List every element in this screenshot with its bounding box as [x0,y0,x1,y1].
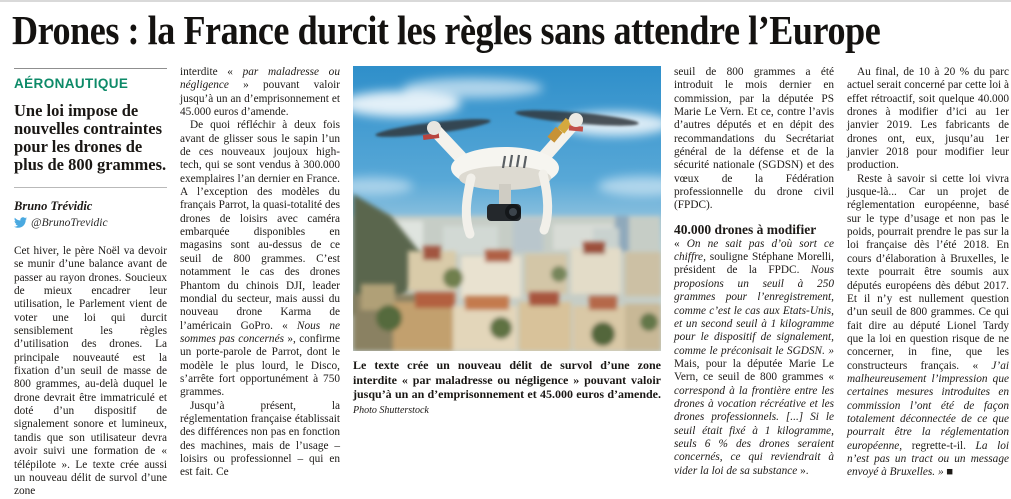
subhead: 40.000 drones à modifier [674,221,817,237]
paragraph: Reste à savoir si cette loi vivra jusque-là... Car un projet de réglementation européenne, basé sur le type d’usage et non pas le poids, pourrait prendre le pas sur la loi française dès l’été 2018. En cours d’élaboration à Bruxelles, le texte pourrait être soumis aux députés européens dès début 2017. Et il n’y est nullement question d’un seuil de 800 grammes. Ce qui fait dire au député Lionel Tardy que la loi en question risque de ne concerner, in fine, que les constructeurs français. « J’ai malheureusement l’impression que certaines mesures introduites en commission l’ont été de façon totalement déconnectée de ce que pourrait être la réglementation européenne, regrette-t-il. La loi n’est pas un tract ou un message envoyé à Bruxelles. » ■ [847,172,1009,479]
paragraph: interdite « par maladresse ou négligence » pouvant valoir jusqu’à un an d’emprisonnement et 45.000 euros d’amende. [180,66,340,119]
twitter-handle: @BrunoTrevidic [31,216,108,229]
column-4 [674,66,834,478]
column-intro [14,66,167,499]
headline: Drones : la France durcit les règles sans attendre l’Europe [12,7,881,53]
section-kicker: AÉRONAUTIQUE [14,76,129,91]
caption-text: Le texte crée un nouveau délit de survol d’une zone interdite « par maladresse ou négligence » pouvant valoir jusqu’à un an d’emprisonnement et 45.000 euros d’amende. [353,358,661,401]
paragraph: seuil de 800 grammes a été introduit le mois dernier en commission, par la députée PS Marie Le Vern. Et ce, contre l’avis d’autres députés et en dépit des recommandations du Secrétariat général de la défense et de la sécurité nationale (SGDSN) et des vœux de la Fédération professionnelle du drone civil (FPDC). [674,66,834,212]
drone-photo [353,66,661,351]
paragraph: « On ne sait pas d’où sort ce chiffre, souligne Stéphane Morelli, président de la FPDC. Nous proposions un seuil à 250 grammes pour l’enregistrement, comme c’est le cas aux Etats-Unis, et un second seuil à 1 kilogramme pour le dispositif de signalement, comme le préconisait le SGDSN. » Mais, pour la députée Marie Le Vern, ce seuil de 800 grammes « correspond à la frontière entre les drones à vocation récréative et les drones professionnels. [...] Si le seuil était fixé à 1 kilogramme, seuls 6 % des drones seraient concernés, ce qui reviendrait à vider la loi de sa substance ». [674,237,834,477]
column-5 [847,66,1009,480]
paragraph: Jusqu’à présent, la réglementation française établissait des différences non pas en fonction des machines, mais de l’usage – loisirs ou professionnel – qui en est fait. Ce [180,399,340,479]
standfirst: Une loi impose de nouvelles contraintes pour les drones de plus de 800 grammes. [14,101,167,174]
column-2 [180,66,340,480]
twitter-bird-icon [14,216,27,229]
paragraph: Au final, de 10 à 20 % du parc actuel serait concerné par cette loi à effet rétroactif, soit quelque 40.000 drones à modifier d’ici au 1er janvier 2019. Les fabricants de drones ont, eux, jusqu’au 1er janvier 2018 pour modifier leur production. [847,66,1009,172]
drone-photo-illustration [353,66,661,351]
byline-divider [14,187,167,188]
article-columns [0,66,1011,499]
photo-caption [353,358,661,418]
paragraph: Cet hiver, le père Noël va devoir se munir d’une balance avant de passer au rayon drones. Soucieux de mieux encadrer leur utilisation, le Parlement vient de voter une loi qui durcit sensiblement les règles d’utilisation des drones. La principale nouveauté est la fixation d’un seuil de masse de 800 grammes, au-delà duquel le drone devrait être immatriculé et doté d’un dispositif de signalement sonore et lumineux, tandis que son utilisateur devra avoir suivi une formation de « télépilote ». Le texte crée aussi un nouveau délit de survol d’une zone [14,245,167,498]
twitter-handle-link[interactable] [14,216,167,229]
photo-credit: Photo Shutterstock [353,404,429,416]
byline-author: Bruno Trévidic [14,199,93,213]
paragraph: De quoi réfléchir à deux fois avant de glisser sous le sapin l’un de ces nouveaux joujoux high-tech, qui se sont vendus à 300.000 exemplaires l’an dernier en France. A l’exception des modèles du français Parrot, la quasi-totalité des drones de loisirs avec caméra embarquée disponibles en magasins sont au-dessus de ce seuil de 800 grammes. C’est notamment le cas des drones Phantom du chinois DJI, leader mondial du secteur, mais aussi du nouveau drone Karma de l’américain GoPro. « Nous ne sommes pas concernés », confirme un porte-parole de Parrot, dont le modèle le plus lourd, le Disco, s’arrête fort opportunément à 750 grammes. [180,119,340,399]
photo-block [353,66,661,418]
kicker-rule [14,68,167,69]
